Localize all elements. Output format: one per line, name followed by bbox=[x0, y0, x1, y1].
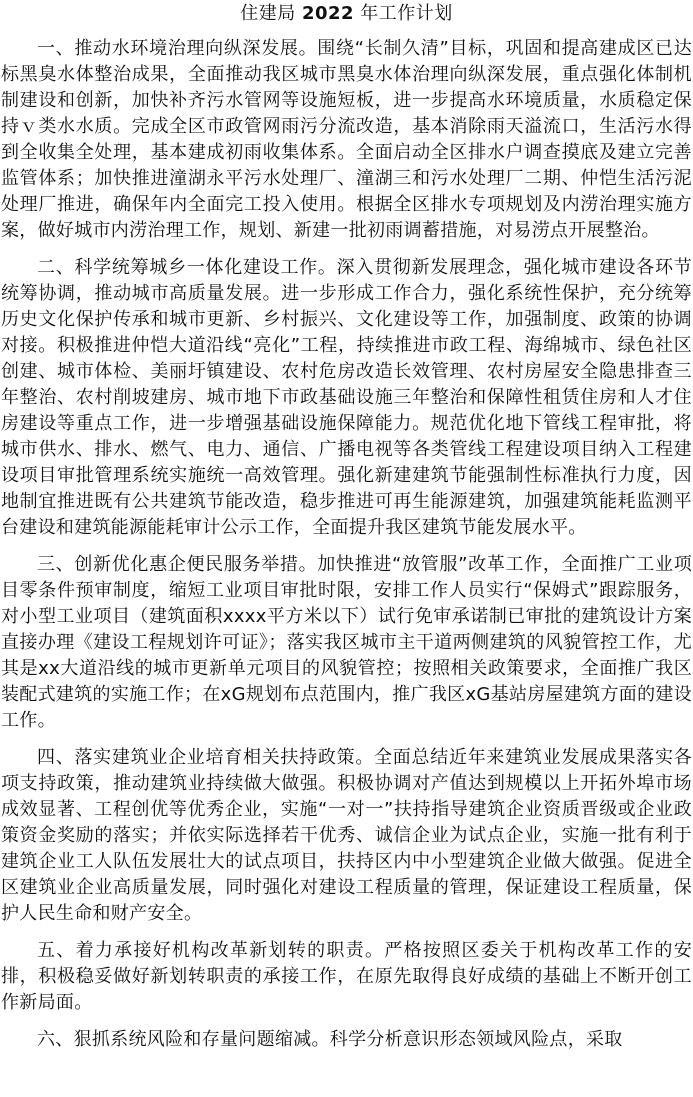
title-suffix: 年工作计划 bbox=[360, 3, 453, 24]
paragraph-3: 三、创新优化惠企便民服务举措。加快推进“放管服”改革工作，全面推广工业项目零条件预审制度，缩短工业项目审批时限，安排工作人员实行“保姆式”跟踪服务，对小型工业项目（建筑面积xxxx平方米以下）试行免审承诺制已审批的建筑设计方案直接办理《建设工程规划许可证》；落实我区城市主干道两侧建筑的风貌管控工作，尤其是xx大道沿线的城市更新单元项目的风貌管控；按照相关政策要求，全面推广我区装配式建筑的实施工作；在xG规划布点范围内，推广我区xG基站房屋建筑方面的建设工作。 bbox=[1, 554, 692, 731]
document-body bbox=[1, 36, 692, 1064]
paragraph-2: 二、科学统筹城乡一体化建设工作。深入贯彻新发展理念，强化城市建设各环节统筹协调，推动城市高质量发展。进一步形成工作合力，强化系统性保护，充分统筹历史文化保护传承和城市更新、乡村振兴、文化建设等工作，加强制度、政策的协调对接。积极推进仲恺大道沿线“亮化”工程，持续推进市政工程、海绵城市、绿色社区创建、城市体检、美丽圩镇建设、农村危房改造长效管理、农村房屋安全隐患排查三年整治、农村削坡建房、城市地下市政基础设施三年整治和保障性租赁住房和人才住房建设等重点工作，进一步增强基础设施保障能力。规范优化地下管线工程审批，将城市供水、排水、燃气、电力、通信、广播电视等各类管线工程建设项目纳入工程建设项目审批管理系统实施统一高效管理。强化新建建筑节能强制性标准执行力度，因地制宜推进既有公共建筑节能改造，稳步推进可再生能源建筑，加强建筑能耗监测平台建设和建筑能源能耗审计公示工作，全面提升我区建筑节能发展水平。 bbox=[1, 257, 692, 538]
paragraph-4: 四、落实建筑业企业培育相关扶持政策。全面总结近年来建筑业发展成果落实各项支持政策，推动建筑业持续做大做强。积极协调对产值达到规模以上开拓外埠市场成效显著、工程创优等优秀企业，实施“一对一”扶持指导建筑企业资质晋级或企业政策资金奖励的落实；并依实际选择若干优秀、诚信企业为试点企业，实施一批有利于建筑企业工人队伍发展壮大的试点项目，扶持区内中小型建筑企业做大做强。促进全区建筑业企业高质量发展，同时强化对建设工程质量的管理，保证建设工程质量，保护人民生命和财产安全。 bbox=[1, 747, 692, 924]
title-year: 2022 bbox=[301, 3, 355, 24]
document-title bbox=[0, 1, 693, 27]
paragraph-1: 一、推动水环境治理向纵深发展。围绕“长制久清”目标，巩固和提高建成区已达标黑臭水体整治成果，全面推动我区城市黑臭水体治理向纵深发展，重点强化体制机制建设和创新，加快补齐污水管网等设施短板，进一步提高水环境质量，水质稳定保持ｖ类水水质。完成全区市政管网雨污分流改造，基本消除雨天溢流口，生活污水得到全收集全处理，基本建成初雨收集体系。全面启动全区排水户调查摸底及建立完善监管体系；加快推进潼湖永平污水处理厂、潼湖三和污水处理厂二期、仲恺生活污泥处理厂推进，确保年内全面完工投入使用。根据全区排水专项规划及内涝治理实施方案，做好城市内涝治理工作，规划、新建一批初雨调蓄措施，对易涝点开展整治。 bbox=[1, 38, 692, 241]
title-prefix: 住建局 bbox=[240, 3, 296, 24]
paragraph-5: 五、着力承接好机构改革新划转的职责。严格按照区委关于机构改革工作的安排，积极稳妥做好新划转职责的承接工作，在原先取得良好成绩的基础上不断开创工作新局面。 bbox=[1, 940, 692, 1013]
paragraph-6: 六、狠抓系统风险和存量问题缩减。科学分析意识形态领域风险点，采取 bbox=[37, 1029, 623, 1050]
